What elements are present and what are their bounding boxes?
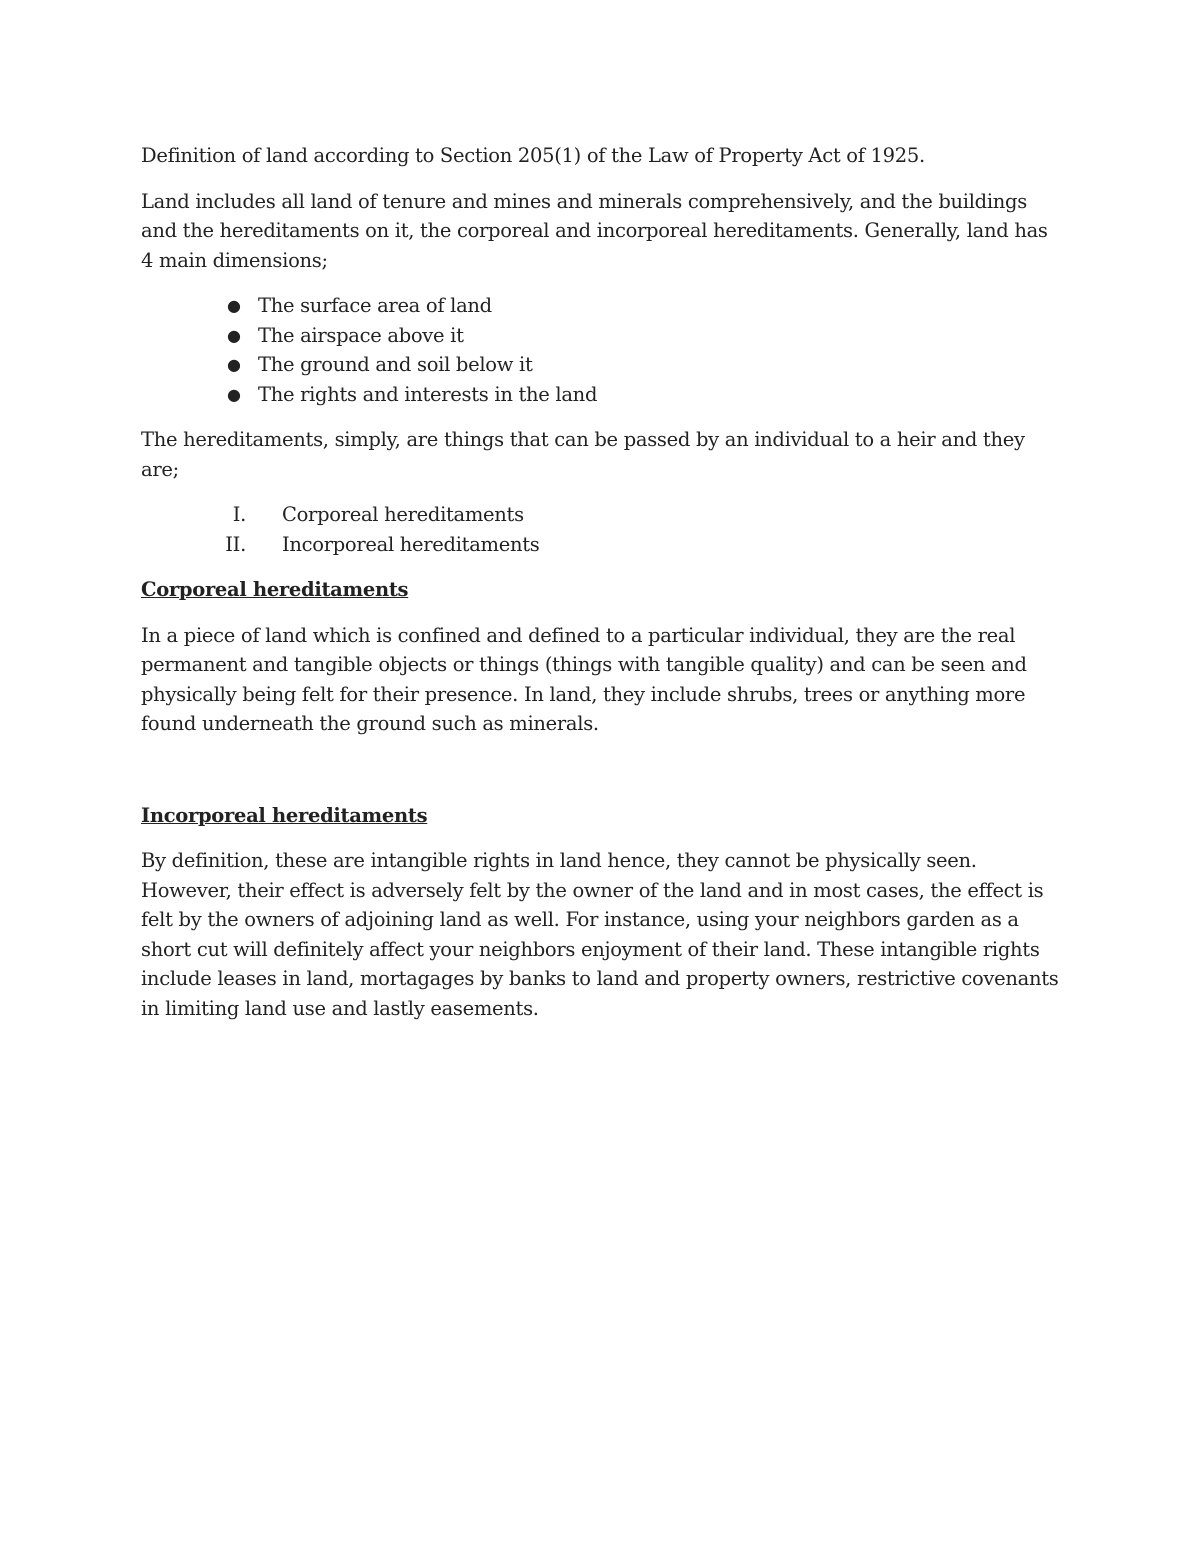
list-item-label: Incorporeal hereditaments bbox=[282, 532, 540, 556]
list-item bbox=[141, 500, 1061, 530]
list-item-label: Corporeal hereditaments bbox=[282, 503, 524, 526]
list-item: ● The rights and interests in the land bbox=[141, 380, 1061, 410]
hereditament-types-list bbox=[141, 500, 1061, 559]
document-page bbox=[141, 141, 1061, 1039]
list-item: ● The airspace above it bbox=[141, 321, 1061, 351]
corporeal-body: In a piece of land which is confined and defined to a particular individual, they are the real permanent and tangible objects or things (things with tangible quality) and can be seen and physically being felt for their presence. In land, they include shrubs, trees or anything more found underneath the ground such as minerals. bbox=[141, 623, 1027, 735]
dimensions-list bbox=[141, 291, 1061, 409]
list-item: ● The surface area of land bbox=[141, 291, 1061, 321]
bullet-icon: ● bbox=[227, 384, 241, 404]
list-number: I. bbox=[232, 503, 246, 526]
corporeal-heading: Corporeal hereditaments bbox=[141, 578, 409, 601]
intro-paragraph: Land includes all land of tenure and mines and minerals comprehensively, and the buildings and the hereditaments on it, the corporeal and incorporeal hereditaments. Generally, land has 4 main dimensions; bbox=[141, 189, 1048, 272]
incorporeal-heading: Incorporeal hereditaments bbox=[141, 803, 428, 827]
bullet-icon: ● bbox=[227, 296, 241, 315]
bullet-icon: ● bbox=[227, 325, 241, 345]
hereditaments-intro: The hereditaments, simply, are things that can be passed by an individual to a heir and they are; bbox=[141, 428, 1025, 481]
bullet-icon: ● bbox=[227, 355, 241, 374]
incorporeal-body: By definition, these are intangible rights in land hence, they cannot be physically seen. However, their effect is adversely felt by the owner of the land and in most cases, the effect is felt by the owners of adjoining land as well. For instance, using your neighbors garden as a short cut will definitely affect your neighbors enjoyment of their land. These intangible rights include leases in land, mortagages by banks to land and property owners, restrictive covenants in limiting land use and lastly easements. bbox=[141, 849, 1059, 1020]
list-item: ● The ground and soil below it bbox=[141, 350, 1061, 380]
spacer bbox=[141, 755, 1061, 801]
list-item bbox=[141, 530, 1061, 560]
list-number: II. bbox=[225, 532, 246, 556]
definition-line: Definition of land according to Section 205(1) of the Law of Property Act of 1925. bbox=[141, 144, 925, 167]
